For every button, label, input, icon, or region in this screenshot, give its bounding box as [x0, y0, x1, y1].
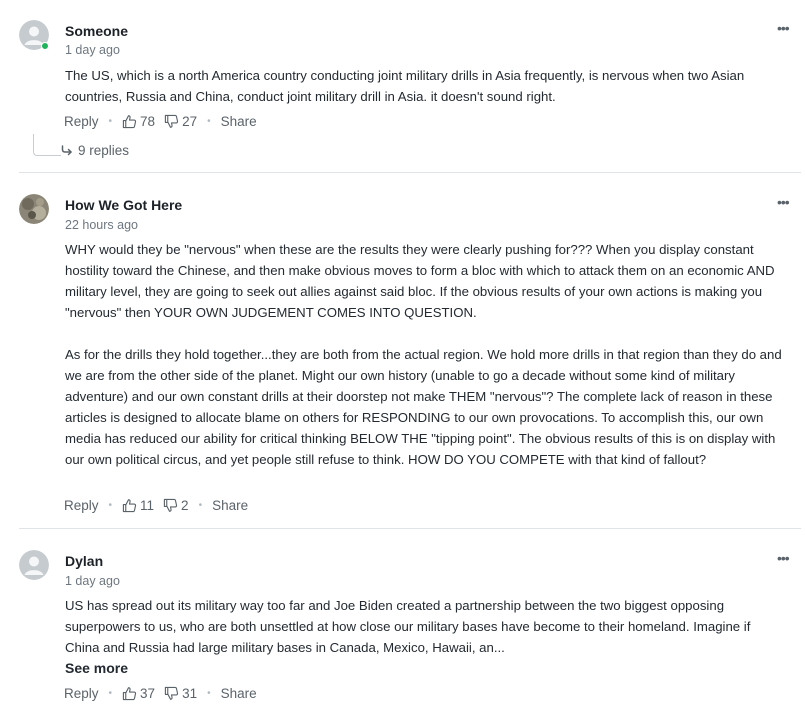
- reply-button[interactable]: Reply: [64, 498, 99, 513]
- dislike-count: 27: [182, 114, 198, 129]
- dislike-count: 31: [182, 686, 198, 701]
- thumbs-up-icon: [122, 686, 137, 701]
- comment-paragraph: As for the drills they hold together...they are both from the actual region. We hold more drills in that region than they do and we are from the other side of the planet. Might our own history (unable to go a decade without some kind of military adventure) and our own constant drills at their doorstep not make THEM "nervous"? The complete lack of reason in these articles is designed to allocate blame on others for RESPONDING to our own provocations. To accomplish this, our own media has reduced our ability for critical thinking BELOW THE "tipping point". The obvious results of this is on display with our own political circus, and yet people still refuse to think. HOW DO YOU COMPETE with that kind of fallout?: [65, 347, 782, 467]
- comment-body: [65, 239, 785, 470]
- user-photo-avatar-icon: [19, 194, 49, 224]
- like-button[interactable]: [122, 686, 155, 701]
- dislike-button[interactable]: [164, 686, 197, 701]
- more-horizontal-icon[interactable]: •••: [777, 194, 789, 210]
- dislike-button[interactable]: [163, 498, 189, 513]
- replies-count: 9 replies: [78, 143, 130, 158]
- thumbs-up-icon: [122, 114, 137, 129]
- comment-author[interactable]: How We Got Here: [65, 197, 183, 213]
- comment-actions: [64, 498, 248, 513]
- view-replies-button[interactable]: [61, 143, 129, 158]
- like-count: 11: [140, 498, 155, 513]
- separator-dot: •: [108, 688, 113, 699]
- avatar[interactable]: [19, 550, 49, 580]
- thumbs-down-icon: [164, 686, 179, 701]
- comment-body: [65, 595, 785, 658]
- comment-2: [0, 173, 805, 528]
- like-count: 78: [140, 114, 156, 129]
- thumbs-down-icon: [163, 498, 178, 513]
- online-status-dot: [41, 42, 49, 50]
- comment-timestamp: 1 day ago: [65, 574, 120, 588]
- separator-dot: •: [207, 116, 211, 127]
- share-button[interactable]: Share: [212, 498, 249, 513]
- see-more-link[interactable]: See more: [65, 660, 129, 676]
- default-avatar-icon: [19, 550, 49, 580]
- separator-dot: •: [198, 500, 203, 511]
- comment-actions: [64, 114, 257, 129]
- comment-actions: [64, 686, 257, 701]
- reply-button[interactable]: Reply: [64, 686, 99, 701]
- comment-timestamp: 1 day ago: [65, 43, 120, 57]
- comment-timestamp: 22 hours ago: [65, 218, 138, 232]
- separator-dot: •: [207, 688, 211, 699]
- comment-paragraph: The US, which is a north America country conducting joint military drills in Asia frequently, is nervous when two Asian countries, Russia and China, conduct joint military drill in Asia. it doesn't sound right.: [65, 68, 745, 104]
- thumbs-down-icon: [164, 114, 179, 129]
- comment-paragraph: US has spread out its military way too far and Joe Biden created a partnership between the two biggest opposing superpowers to us, who are both unsettled at how close our military bases have become to their homeland. Imagine if China and Russia had large military bases in Canada, Mexico, Hawaii, an...: [65, 598, 751, 655]
- share-button[interactable]: Share: [220, 114, 257, 129]
- like-button[interactable]: [122, 498, 154, 513]
- dislike-count: 2: [181, 498, 189, 513]
- share-button[interactable]: Share: [220, 686, 257, 701]
- reply-arrow-icon: [61, 145, 73, 156]
- reply-button[interactable]: Reply: [64, 114, 99, 129]
- thumbs-up-icon: [122, 498, 137, 513]
- like-count: 37: [140, 686, 156, 701]
- comment-1: [0, 0, 805, 172]
- separator-dot: •: [108, 500, 113, 511]
- comment-body: [65, 65, 785, 107]
- reply-thread-line: [33, 134, 61, 156]
- separator-dot: •: [108, 116, 113, 127]
- comment-author[interactable]: Dylan: [65, 553, 104, 569]
- comment-paragraph: WHY would they be "nervous" when these are the results they were clearly pushing for??? When you display constant hostility toward the Chinese, and then make obvious moves to form a bloc with which to attack them on an economic AND military level, they are going to seek out allies against said bloc. If the obvious results of your own actions is making you "nervous" then YOUR OWN JUDGEMENT COMES INTO QUESTION.: [65, 242, 775, 320]
- comment-3: [0, 529, 805, 708]
- avatar[interactable]: [19, 194, 49, 224]
- comment-author[interactable]: Someone: [65, 23, 129, 39]
- dislike-button[interactable]: [164, 114, 197, 129]
- more-horizontal-icon[interactable]: •••: [777, 550, 789, 566]
- like-button[interactable]: [122, 114, 155, 129]
- more-horizontal-icon[interactable]: •••: [777, 20, 789, 36]
